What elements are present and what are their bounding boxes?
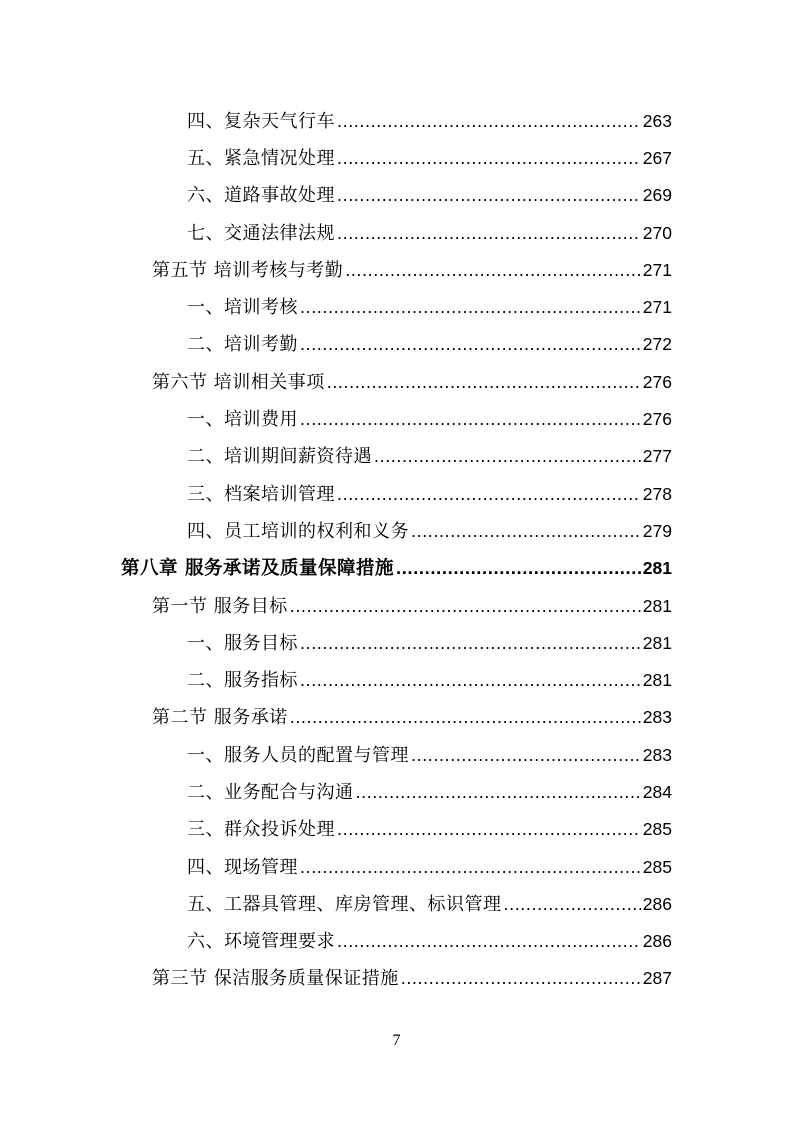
toc-entry-item[interactable] [0, 101, 793, 138]
toc-entry-page: 276 [642, 371, 672, 392]
toc-entry-title: 二、服务指标 [187, 670, 298, 692]
dot-leader [504, 894, 641, 915]
dot-leader [300, 670, 641, 691]
dot-leader [411, 745, 641, 766]
toc-entry-section[interactable] [0, 250, 793, 287]
toc-entry-item[interactable] [0, 213, 793, 250]
toc-entry-section[interactable] [0, 698, 793, 735]
toc-entry-chapter[interactable] [0, 549, 793, 586]
dot-leader [374, 446, 641, 467]
toc-entry-page: 281 [642, 595, 672, 616]
dot-leader [300, 633, 641, 654]
dot-leader [300, 857, 641, 878]
toc-entry-page: 284 [642, 781, 672, 802]
toc-entry-page: 277 [642, 446, 672, 467]
toc-entry-title: 二、培训期间薪资待遇 [187, 446, 372, 468]
toc-entry-page: 283 [642, 744, 672, 765]
toc-entry-section[interactable] [0, 586, 793, 623]
toc-entry-title: 五、紧急情况处理 [187, 147, 335, 169]
toc-entry-title: 一、培训费用 [187, 409, 298, 431]
dot-leader [411, 521, 641, 542]
dot-leader [337, 185, 641, 206]
toc-entry-page: 272 [642, 334, 672, 355]
toc-entry-title: 二、培训考勤 [187, 334, 298, 356]
toc-entry-page: 267 [642, 147, 672, 168]
toc-entry-item[interactable] [0, 325, 793, 362]
toc-entry-page: 287 [642, 968, 672, 989]
toc-entry-page: 271 [642, 259, 672, 280]
toc-entry-page: 286 [642, 893, 672, 914]
toc-entry-item[interactable] [0, 772, 793, 809]
toc-entry-item[interactable] [0, 138, 793, 175]
dot-leader [337, 111, 641, 132]
toc-entry-page: 281 [642, 670, 672, 691]
dot-leader [300, 297, 641, 318]
toc-entry-page: 283 [642, 707, 672, 728]
toc-entry-title: 二、业务配合与沟通 [187, 781, 354, 803]
toc-entry-page: 285 [642, 856, 672, 877]
toc-entry-title: 一、服务目标 [187, 632, 298, 654]
dot-leader [290, 596, 641, 617]
toc-entry-title: 第八章 服务承诺及质量保障措施 [121, 558, 394, 580]
toc-entry-title: 六、环境管理要求 [187, 931, 335, 953]
toc-entry-page: 270 [642, 222, 672, 243]
dot-leader [345, 260, 641, 281]
toc-entry-title: 第六节 培训相关事项 [152, 371, 325, 393]
dot-leader [396, 557, 641, 579]
dot-leader [290, 707, 641, 728]
toc-entry-title: 三、档案培训管理 [187, 483, 335, 505]
dot-leader [356, 782, 641, 803]
dot-leader [337, 931, 641, 952]
dot-leader [401, 968, 641, 989]
toc-entry-item[interactable] [0, 511, 793, 548]
toc-entry-page: 271 [642, 297, 672, 318]
toc-entry-title: 第五节 培训考核与考勤 [152, 259, 344, 281]
toc-entry-title: 六、道路事故处理 [187, 185, 335, 207]
toc-entry-item[interactable] [0, 399, 793, 436]
page-number: 7 [392, 1032, 401, 1049]
toc-entry-item[interactable] [0, 810, 793, 847]
dot-leader [337, 484, 641, 505]
dot-leader [337, 819, 641, 840]
toc-entry-page: 286 [642, 931, 672, 952]
toc-entry-page: 279 [642, 520, 672, 541]
toc-entry-title: 第二节 服务承诺 [152, 707, 288, 729]
toc-entry-item[interactable] [0, 660, 793, 697]
toc-entry-page: 269 [642, 185, 672, 206]
toc-entry-title: 三、群众投诉处理 [187, 819, 335, 841]
toc-entry-title: 四、复杂天气行车 [187, 110, 335, 132]
toc-entry-title: 四、员工培训的权利和义务 [187, 520, 409, 542]
toc-entry-item[interactable] [0, 474, 793, 511]
toc-entry-page: 281 [642, 558, 672, 579]
dot-leader [337, 223, 641, 244]
toc-entry-item[interactable] [0, 922, 793, 959]
toc-entry-title: 第一节 服务目标 [152, 595, 288, 617]
toc-entry-page: 281 [642, 632, 672, 653]
toc-entry-title: 五、工器具管理、库房管理、标识管理 [187, 893, 502, 915]
dot-leader [327, 372, 641, 393]
toc-entry-item[interactable] [0, 437, 793, 474]
toc-entry-item[interactable] [0, 847, 793, 884]
dot-leader [300, 334, 641, 355]
toc-entry-title: 第三节 保洁服务质量保证措施 [152, 968, 399, 990]
toc-entry-page: 263 [642, 110, 672, 131]
toc-entry-section[interactable] [0, 959, 793, 996]
toc-entry-title: 一、服务人员的配置与管理 [187, 744, 409, 766]
toc-entry-item[interactable] [0, 176, 793, 213]
toc-entry-page: 285 [642, 819, 672, 840]
toc-entry-item[interactable] [0, 287, 793, 324]
toc-entry-item[interactable] [0, 623, 793, 660]
toc-entry-item[interactable] [0, 884, 793, 921]
toc-entry-section[interactable] [0, 362, 793, 399]
toc-entry-title: 四、现场管理 [187, 856, 298, 878]
table-of-contents [0, 101, 793, 996]
toc-entry-title: 七、交通法律法规 [187, 222, 335, 244]
toc-entry-item[interactable] [0, 735, 793, 772]
dot-leader [300, 409, 641, 430]
toc-entry-page: 278 [642, 483, 672, 504]
toc-entry-page: 276 [642, 409, 672, 430]
dot-leader [337, 148, 641, 169]
toc-entry-title: 一、培训考核 [187, 297, 298, 319]
